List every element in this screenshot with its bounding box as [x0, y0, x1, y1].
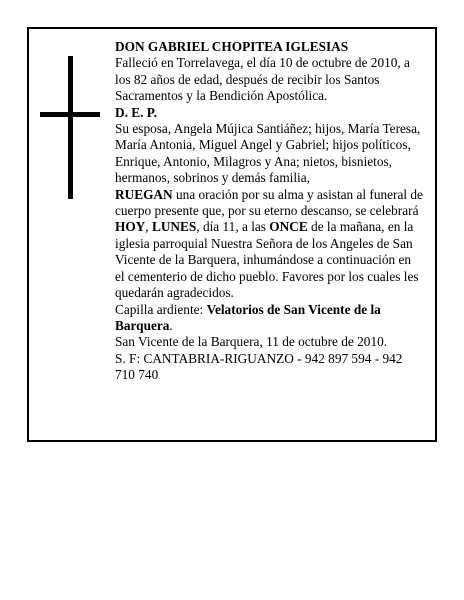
funeral-service: S. F: CANTABRIA-RIGUANZO - 942 897 594 - 942 710 740 [115, 350, 403, 383]
family-list: Su esposa, Angela Mújica Santiáñez; hijos, María Teresa, María Antonia, Miguel Angel y Gabriel; hijos políticos, Enrique, Antonio, Milagros y Ana; nietos, bisnietos, hermanos, sobrinos y demás familia, [115, 121, 421, 186]
cross-horizontal-bar [40, 112, 100, 117]
once-word: ONCE [269, 219, 308, 235]
chapel-line: Capilla ardiente: Velatorios de San Vicente de la Barquera. [115, 301, 381, 333]
hoy-word: HOY [115, 219, 146, 235]
chapel-place: Velatorios de San Vicente de la Barquera [115, 301, 381, 333]
notice-text [115, 39, 423, 384]
deceased-name: DON GABRIEL CHOPITEA IGLESIAS [115, 39, 349, 54]
funeral-request: RUEGAN una oración por su alma y asistan al funeral de cuerpo presente que, por su eterno descanso, se celebrará HOY, LUNES, día 11, a las ONCE de la mañana, en la iglesia parroquial Nuestra Señora de los Angeles de San Vicente de la Barquera, inhumándose a continuación en el cementerio de dicho pueblo. Favores por los cuales les quedarán agradecidos. [115, 186, 423, 301]
cross-icon [40, 56, 100, 199]
lunes-word: LUNES [151, 219, 197, 235]
death-announcement: Falleció en Torrelavega, el día 10 de octubre de 2010, a los 82 años de edad, después de recibir los Santos Sacramentos y la Bendición Apostólica. [115, 55, 410, 104]
obituary-notice [27, 27, 437, 442]
ruegan-word: RUEGAN [115, 186, 173, 202]
rip-line: D. E. P. [115, 104, 157, 120]
place-date: San Vicente de la Barquera, 11 de octubre de 2010. [115, 334, 388, 350]
cross-vertical-bar [68, 56, 73, 199]
